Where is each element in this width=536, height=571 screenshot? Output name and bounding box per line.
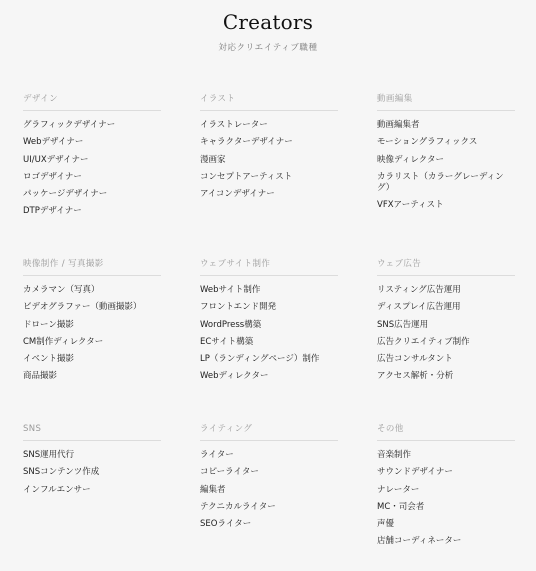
list-item[interactable]: テクニカルライター	[200, 501, 276, 512]
list-item[interactable]: LP（ランディングページ）制作	[200, 354, 320, 365]
category-heading: ウェブ広告	[377, 258, 515, 276]
list-item[interactable]: イラストレーター	[200, 120, 268, 130]
list-item[interactable]: SNS広告運用	[377, 319, 429, 330]
list-item[interactable]: パッケージデザイナー	[23, 189, 108, 200]
list-item[interactable]: 声優	[377, 519, 395, 530]
category-list	[377, 120, 515, 211]
list-item[interactable]: カメラマン（写真）	[23, 285, 100, 295]
category-column	[200, 258, 338, 423]
list-item[interactable]: 漫画家	[200, 154, 226, 165]
list-item[interactable]: SEOライター	[200, 519, 252, 530]
list-item[interactable]: フロントエンド開発	[200, 302, 277, 313]
category-list	[23, 120, 161, 217]
category-heading: 映像制作 / 写真撮影	[23, 258, 161, 276]
category-heading: SNS	[23, 423, 161, 441]
category-list	[23, 285, 161, 382]
list-item[interactable]: モーショングラフィックス	[377, 137, 478, 148]
list-item[interactable]: ナレーター	[377, 484, 420, 495]
list-item[interactable]: 音楽制作	[377, 450, 412, 460]
list-item[interactable]: 広告コンサルタント	[377, 354, 453, 365]
list-item[interactable]: CM制作ディレクター	[23, 336, 104, 347]
list-item[interactable]: ビデオグラファー（動画撮影）	[23, 302, 142, 313]
list-item[interactable]: DTPデザイナー	[23, 206, 82, 217]
list-item[interactable]: ライター	[200, 450, 234, 460]
list-item[interactable]: SNS運用代行	[23, 450, 75, 460]
categories-grid	[23, 93, 515, 563]
list-item[interactable]: UI/UXデザイナー	[23, 154, 89, 165]
list-item[interactable]: インフルエンサー	[23, 484, 91, 495]
category-list	[200, 450, 338, 530]
list-item[interactable]: リスティング広告運用	[377, 285, 461, 295]
list-item[interactable]: グラフィックデザイナー	[23, 120, 116, 130]
list-item[interactable]: 動画編集者	[377, 120, 420, 130]
list-item[interactable]: 広告クリエイティブ制作	[377, 336, 470, 347]
category-column	[377, 258, 515, 423]
page-subtitle: 対応クリエイティブ職種	[218, 43, 318, 53]
list-item[interactable]: カラリスト（カラーグレーディング）	[377, 171, 504, 193]
category-heading: その他	[377, 423, 515, 441]
category-heading: 動画編集	[377, 93, 515, 111]
category-heading: ライティング	[200, 423, 338, 441]
list-item[interactable]: ディスプレイ広告運用	[377, 302, 461, 313]
category-list	[200, 285, 338, 382]
list-item[interactable]: ECサイト構築	[200, 336, 254, 347]
list-item[interactable]: 映像ディレクター	[377, 154, 444, 165]
category-list	[23, 450, 161, 496]
category-column	[377, 93, 515, 258]
list-item[interactable]: キャラクターデザイナー	[200, 137, 293, 148]
list-item[interactable]: ロゴデザイナー	[23, 171, 82, 182]
list-item[interactable]: コピーライター	[200, 467, 259, 478]
category-heading: イラスト	[200, 93, 338, 111]
list-item[interactable]: 店舗コーディネーター	[377, 536, 462, 547]
category-heading: デザイン	[23, 93, 161, 111]
list-item[interactable]: VFXアーティスト	[377, 200, 444, 211]
list-item[interactable]: MC・司会者	[377, 501, 425, 512]
list-item[interactable]: WordPress構築	[200, 319, 262, 330]
category-list	[377, 285, 515, 382]
category-heading: ウェブサイト制作	[200, 258, 338, 276]
list-item[interactable]: Webサイト制作	[200, 285, 261, 295]
list-item[interactable]: SNSコンテンツ作成	[23, 467, 100, 478]
list-item[interactable]: イベント撮影	[23, 354, 75, 365]
category-column	[200, 93, 338, 258]
category-column	[23, 423, 161, 563]
category-list	[200, 120, 338, 200]
category-column	[377, 423, 515, 563]
list-item[interactable]: Webデザイナー	[23, 137, 84, 148]
list-item[interactable]: サウンドデザイナー	[377, 467, 453, 478]
category-column	[200, 423, 338, 563]
list-item[interactable]: 編集者	[200, 484, 226, 495]
list-item[interactable]: コンセプトアーティスト	[200, 171, 293, 182]
list-item[interactable]: Webディレクター	[200, 371, 269, 382]
list-item[interactable]: ドローン撮影	[23, 319, 74, 330]
category-list	[377, 450, 515, 547]
list-item[interactable]: アクセス解析・分析	[377, 371, 454, 382]
list-item[interactable]: アイコンデザイナー	[200, 189, 275, 200]
page-title: Creators	[222, 10, 314, 34]
category-column	[23, 93, 161, 258]
category-column	[23, 258, 161, 423]
list-item[interactable]: 商品撮影	[23, 371, 58, 382]
